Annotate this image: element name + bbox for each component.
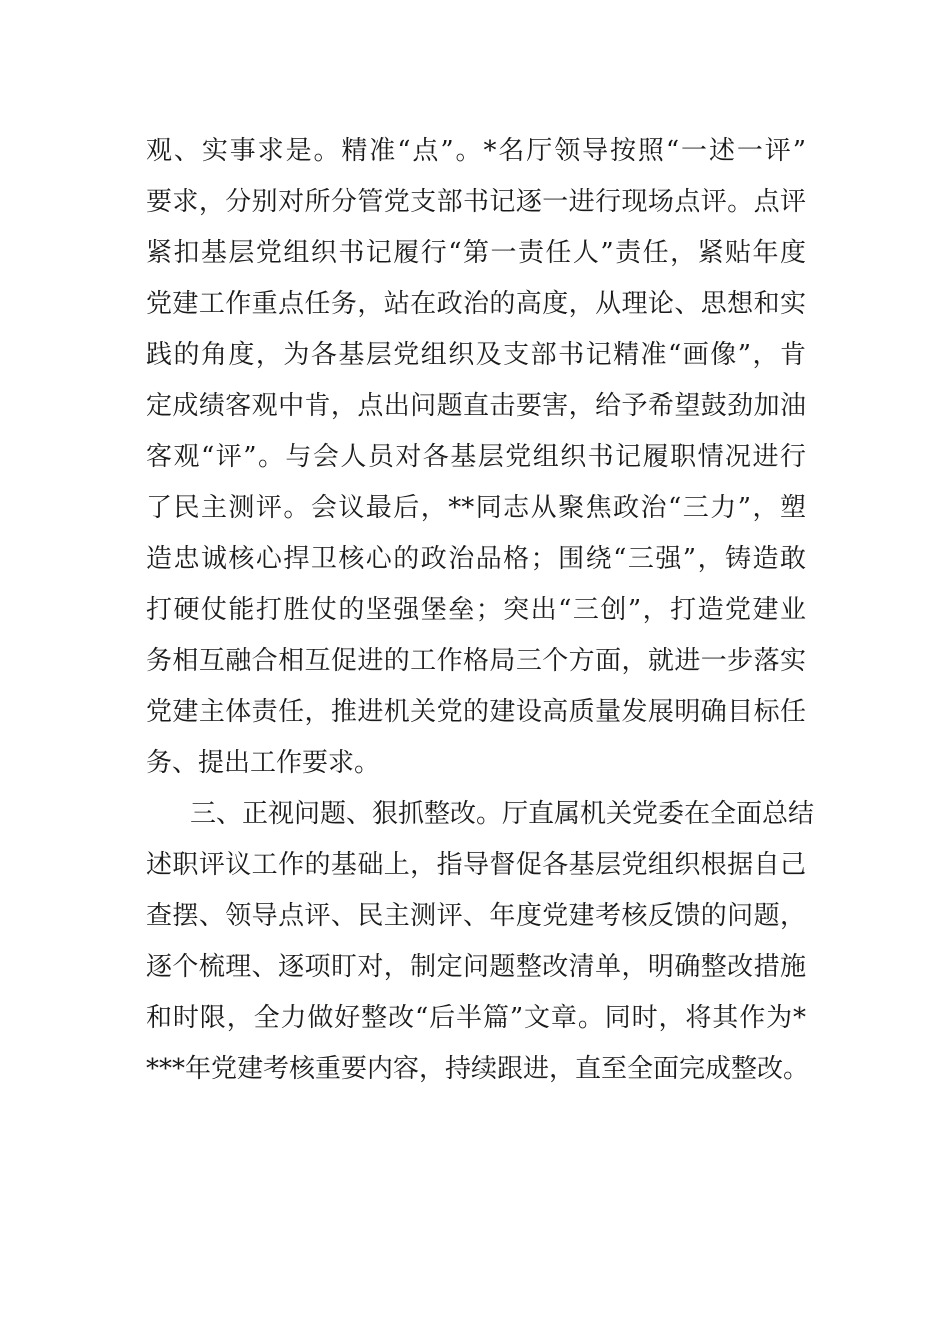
text-line: 和时限，全力做好整改“后半篇”文章。同时，将其作为* (146, 1003, 806, 1033)
text-line: 践的角度，为各基层党组织及支部书记精准“画像”，肯 (146, 340, 806, 370)
text-line: 定成绩客观中肯，点出问题直击要害，给予希望鼓劲加油 (146, 391, 806, 421)
paragraph-end-line: ***年党建考核重要内容，持续跟进，直至全面完成整改。 (146, 1054, 810, 1084)
text-line: 紧扣基层党组织书记履行“第一责任人”责任，紧贴年度 (146, 238, 806, 268)
text-line: 述职评议工作的基础上，指导督促各基层党组织根据自己 (146, 850, 806, 880)
paragraph-end-line: 务、提出工作要求。 (146, 748, 381, 778)
text-line: 了民主测评。会议最后，**同志从聚焦政治“三力”，塑 (146, 493, 806, 523)
text-line: 务相互融合相互促进的工作格局三个方面，就进一步落实 (146, 646, 806, 676)
text-line: 党建工作重点任务，站在政治的高度，从理论、思想和实 (146, 289, 806, 319)
text-line: 打硬仗能打胜仗的坚强堡垒；突出“三创”，打造党建业 (146, 595, 806, 625)
text-line: 党建主体责任，推进机关党的建设高质量发展明确目标任 (146, 697, 806, 727)
text-line: 造忠诚核心捍卫核心的政治品格；围绕“三强”，铸造敢 (146, 544, 806, 574)
text-line: 观、实事求是。精准“点”。*名厅领导按照“一述一评” (146, 136, 806, 166)
text-line: 客观“评”。与会人员对各基层党组织书记履职情况进行 (146, 442, 806, 472)
text-line: 要求，分别对所分管党支部书记逐一进行现场点评。点评 (146, 187, 806, 217)
text-line: 逐个梳理、逐项盯对，制定问题整改清单，明确整改措施 (146, 952, 806, 982)
text-line: 查摆、领导点评、民主测评、年度党建考核反馈的问题， (146, 901, 806, 931)
section-heading-line: 三、正视问题、狠抓整改。厅直属机关党委在全面总结 (190, 799, 815, 829)
body-text (146, 126, 815, 1095)
